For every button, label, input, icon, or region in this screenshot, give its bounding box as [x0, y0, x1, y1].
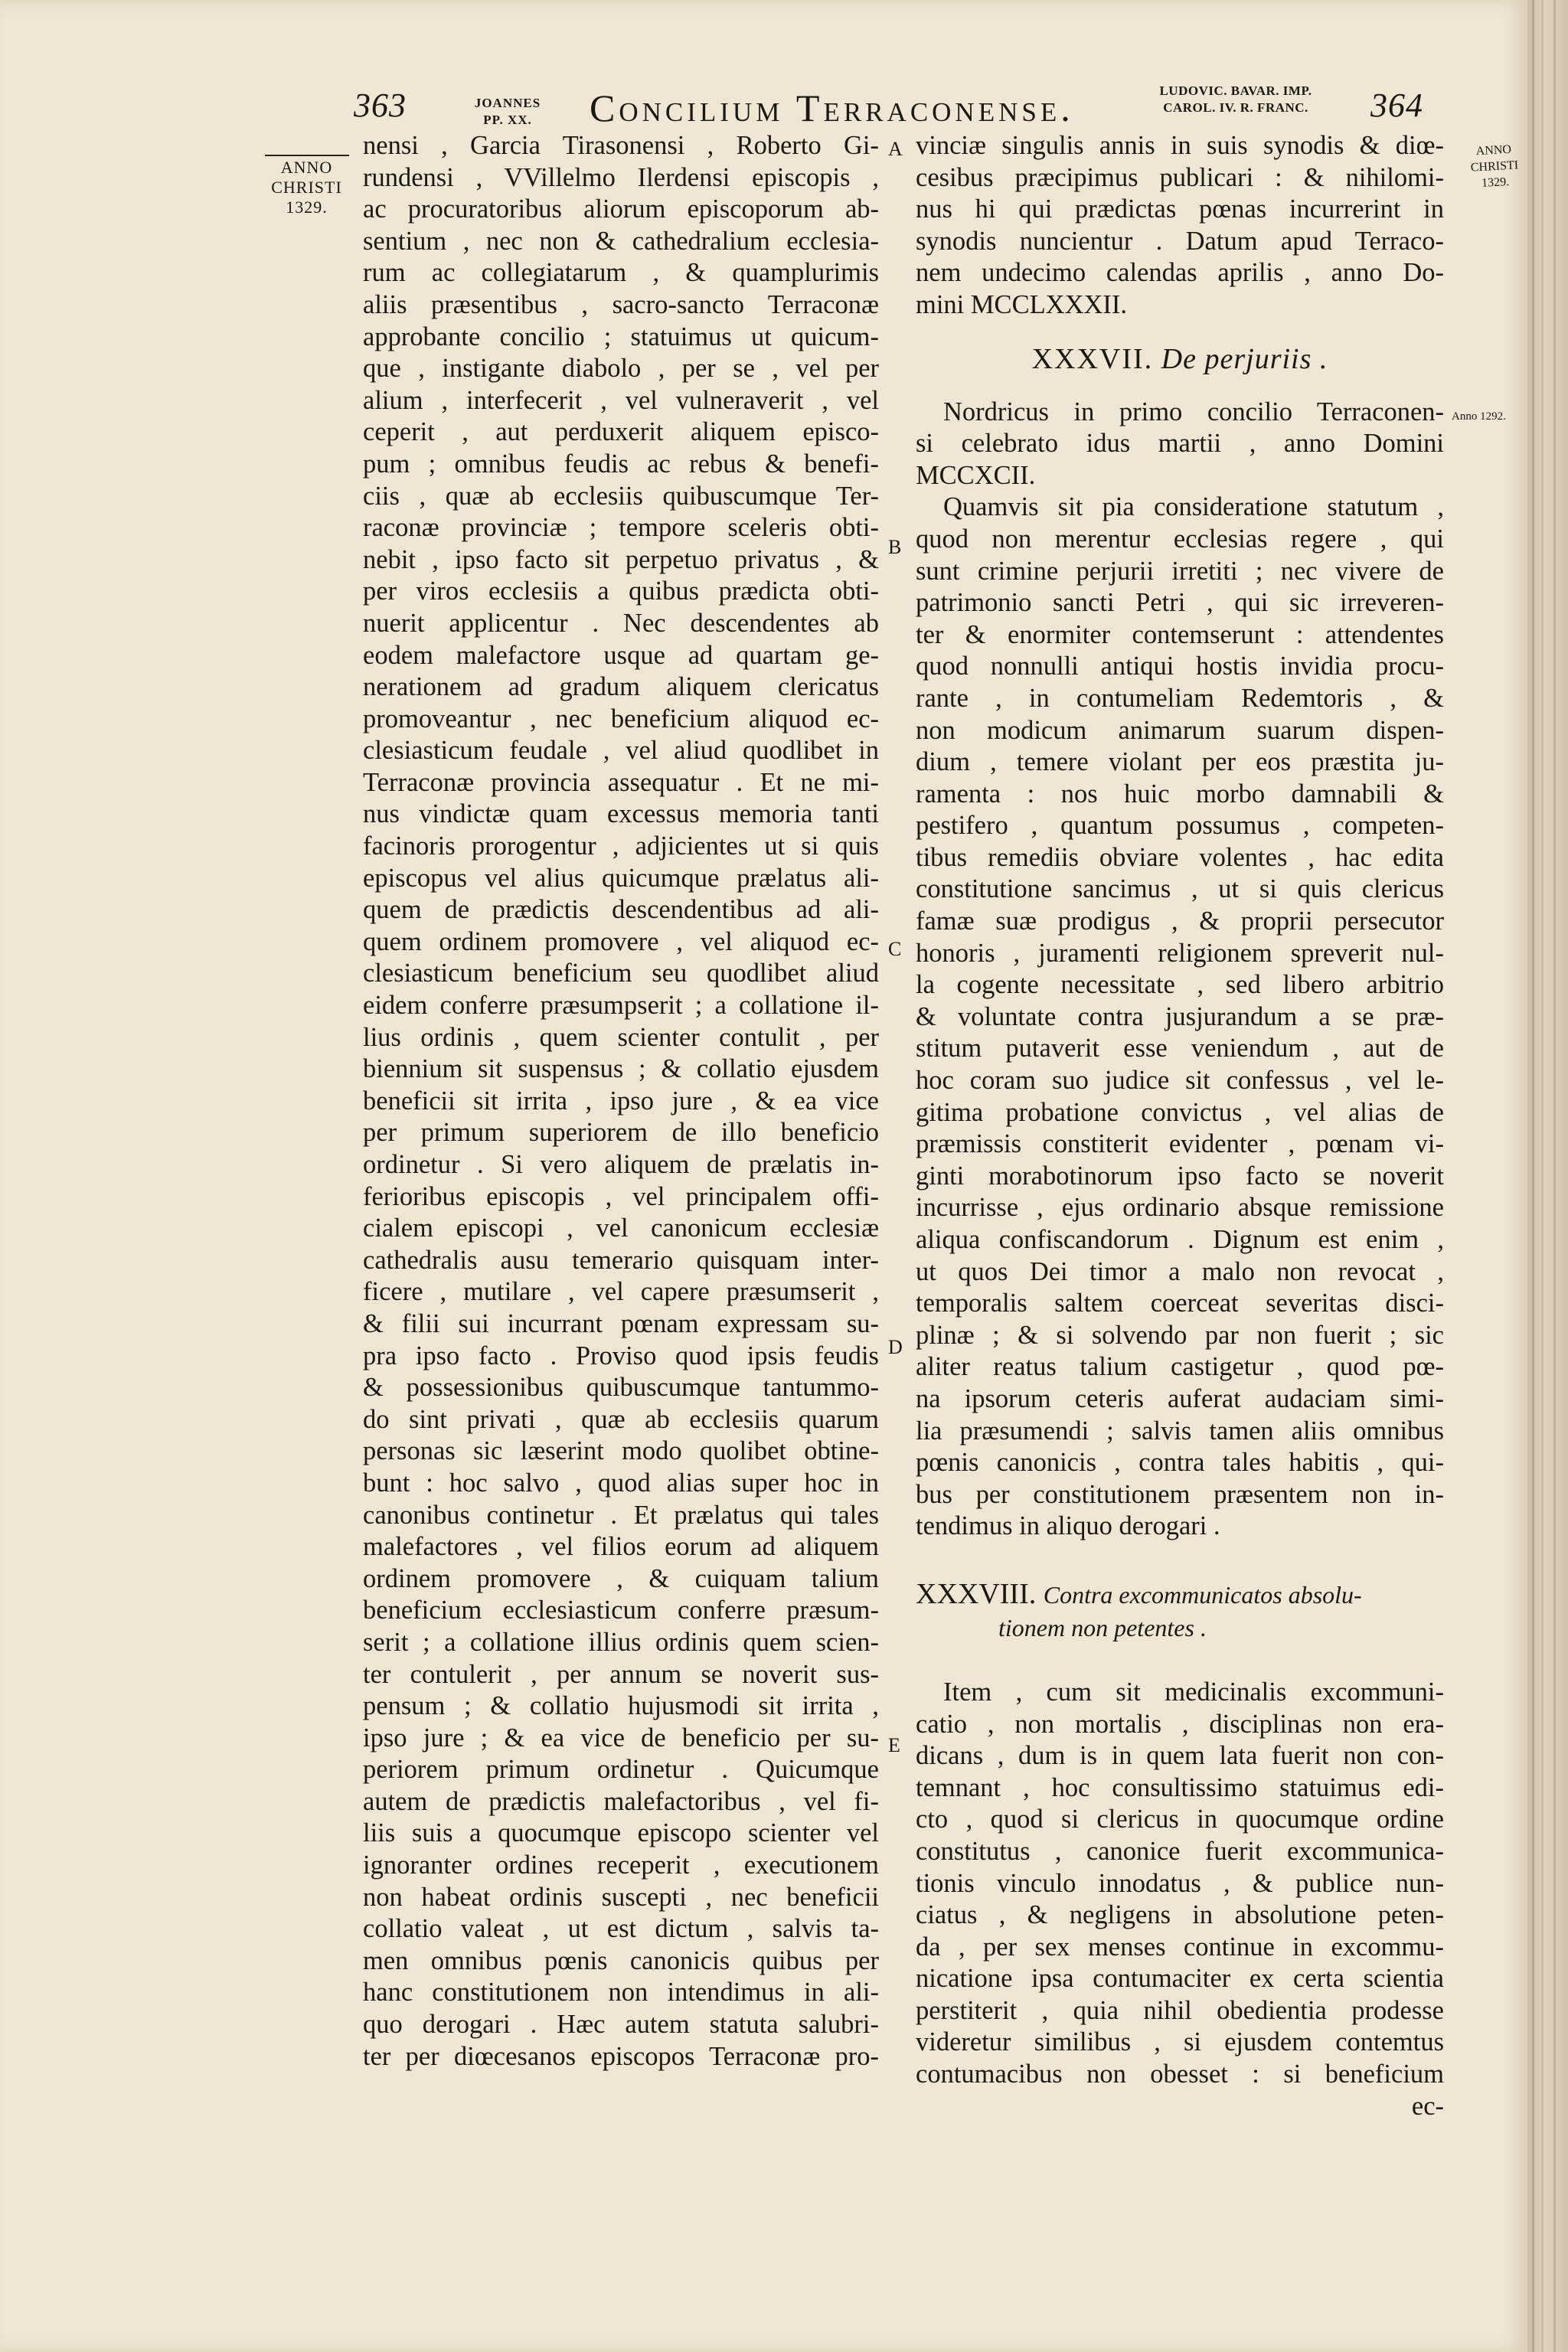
text-line: synodis nuncientur . Datum apud Terraco-: [916, 226, 1444, 256]
text-line: rundensi , VVillelmo Ilerdensi episcopis ,: [363, 162, 879, 192]
margin-note-line: CHRISTI: [1470, 158, 1519, 175]
text-line: dicans , dum is in quem lata fuerit non con-: [916, 1741, 1444, 1771]
text-line: & filii sui incurrant pœnam expressam su-: [363, 1308, 879, 1338]
page-edge: [1527, 0, 1568, 2352]
text-line: lius ordinis , quem scienter contulit , per: [363, 1022, 879, 1052]
text-line: ferioribus episcopis , vel principalem offi-: [363, 1181, 879, 1211]
text-line: plinæ ; & si solvendo par non fuerit ; sic: [916, 1320, 1444, 1350]
text-line: nerationem ad gradum aliquem clericatus: [363, 672, 879, 702]
margin-note-line: 1329.: [286, 198, 328, 217]
text-line: & voluntate contra jusjurandum a se præ-: [916, 1001, 1444, 1031]
section-letter-c: C: [888, 938, 902, 960]
text-line: ceperit , aut perduxerit aliquem episco-: [363, 417, 879, 447]
text-line: liis suis a quocumque episcopo scienter vel: [363, 1818, 879, 1848]
text-line: ut quos Dei timor a malo non revocat ,: [916, 1256, 1444, 1286]
text-line: da , per sex menses continue in excommu-: [916, 1932, 1444, 1962]
section-letter-b: B: [888, 536, 902, 558]
text-line: quod non merentur ecclesias regere , qui: [916, 524, 1444, 554]
margin-note-1292: Anno 1292.: [1452, 410, 1506, 423]
text-line: na ipsorum ceteris auferat audaciam simi-: [916, 1383, 1444, 1413]
section-title: De perjuriis .: [1161, 342, 1328, 375]
running-title: Concilium Terraconense.: [590, 87, 1074, 129]
text-line: temporalis saltem coerceat severitas disci-: [916, 1289, 1444, 1318]
text-line: ac procuratoribus aliorum episcoporum ab-: [363, 194, 879, 224]
text-line: Terraconæ provincia assequatur . Et ne mi-: [363, 767, 879, 797]
text-line: mini MCCLXXXII.: [916, 289, 1127, 319]
section-letter-d: D: [888, 1336, 903, 1358]
margin-note-line: 1329.: [1481, 175, 1510, 190]
text-line: cathedralis ausu temerario quisquam inter-: [363, 1245, 879, 1275]
text-line: nicatione ipsa contumaciter ex certa scientia: [916, 1964, 1444, 1994]
text-line: quo derogari . Hæc autem statuta salubri-: [363, 2010, 879, 2040]
text-line: tibus remediis obviare volentes , hac edita: [916, 842, 1444, 872]
text-line: ordinetur . Si vero aliquem de prælatis in-: [363, 1150, 879, 1179]
intro-line: MCCXCII.: [916, 460, 1036, 490]
text-line: contumacibus non obesset : si beneficium: [916, 2060, 1444, 2089]
catchword: ec-: [1411, 2091, 1444, 2121]
running-head-right-line: CAROL. IV. R. FRANC.: [1163, 100, 1308, 115]
text-line: do sint privati , quæ ab ecclesiis quarum: [363, 1404, 879, 1434]
text-line: & possessionibus quibuscumque tantummo-: [363, 1373, 879, 1403]
text-line: nem undecimo calendas aprilis , anno Do-: [916, 258, 1444, 288]
text-line: famæ suæ prodigus , & proprii persecutor: [916, 906, 1444, 936]
text-line: Item , cum sit medicinalis excommuni-: [943, 1677, 1444, 1707]
text-line: ramenta : nos huic morbo damnabili &: [916, 779, 1444, 808]
text-line: hoc coram suo judice sit confessus , vel le-: [916, 1066, 1444, 1096]
text-line: constitutione sancimus , ut si quis clericus: [916, 874, 1444, 904]
text-line: la cogente necessitate , sed libero arbitrio: [916, 970, 1444, 1000]
text-line: collatio valeat , ut est dictum , salvis ta-: [363, 1914, 879, 1944]
text-line: præmissis constiterit evidenter , pœnam vi-: [916, 1129, 1444, 1159]
text-line: pestifero , quantum possumus , competen-: [916, 811, 1444, 841]
text-line: pra ipso facto . Proviso quod ipsis feudis: [363, 1341, 879, 1370]
text-line: incurrisse , ejus ordinario absque remissione: [916, 1193, 1444, 1223]
text-line: ipso jure ; & ea vice de beneficio per su-: [363, 1723, 879, 1753]
text-line: cesibus præcipimus publicari : & nihilomi-: [916, 162, 1444, 192]
text-line: aliqua confiscandorum . Dignum est enim ,: [916, 1225, 1444, 1254]
text-line: serit ; a collatione illius ordinis quem scien-: [363, 1627, 879, 1657]
text-line: aliis præsentibus , sacro-sancto Terraconæ: [363, 289, 879, 319]
text-line: clesiasticum feudale , vel aliud quodlibet in: [363, 736, 879, 766]
text-line: bunt : hoc salvo , quod alias super hoc in: [363, 1468, 879, 1498]
margin-note-line: ANNO: [280, 158, 333, 177]
text-line: aliter reatus talium castigetur , quod pœ-: [916, 1352, 1444, 1382]
margin-note-year: [259, 155, 354, 217]
text-line: malefactores , vel filios eorum ad aliquem: [363, 1532, 879, 1562]
text-line: periorem primum ordinetur . Quicumque: [363, 1755, 879, 1785]
section-title-continued: tionem non petentes .: [998, 1613, 1207, 1642]
text-line: eidem conferre præsumpserit ; a collatione il-: [363, 991, 879, 1021]
text-line: pum ; omnibus feudis ac rebus & benefi-: [363, 449, 879, 479]
margin-note-year-right: [1458, 141, 1530, 193]
text-line: dium , temere violant per eos præstita ju-: [916, 747, 1444, 777]
text-line: catio , non mortalis , disciplinas non era-: [916, 1709, 1444, 1739]
text-line: beneficium ecclesiasticum conferre præsum-: [363, 1596, 879, 1625]
text-line: beneficii sit irrita , ipso jure , & ea vice: [363, 1086, 879, 1116]
margin-note-line: ANNO: [1475, 142, 1512, 158]
text-line: nus hi qui prædictas pœnas incurrerint in: [916, 194, 1444, 224]
text-line: nensi , Garcia Tirasonensi , Roberto Gi-: [363, 131, 879, 160]
text-line: videretur similibus , si ejusdem contemtus: [916, 2027, 1444, 2057]
text-line: hanc constitutionem non intendimus in ali-: [363, 1978, 879, 2007]
text-line: men omnibus pœnis canonicis quibus per: [363, 1945, 879, 1975]
right-column: [916, 130, 1444, 2122]
text-line: autem de prædictis malefactoribus , vel fi-: [363, 1786, 879, 1816]
text-line: constitutus , canonice fuerit excommunica-: [916, 1836, 1444, 1866]
text-line: non modicum animarum suarum dispen-: [916, 715, 1444, 745]
text-line: per viros ecclesiis a quibus prædicta obti-: [363, 577, 879, 606]
running-head-right: [1136, 83, 1335, 116]
text-line: quod nonnulli antiqui hostis invidia procu-: [916, 652, 1444, 681]
section-heading-xxxvii: [916, 341, 1444, 377]
text-line: gitima probatione convictus , vel alias de: [916, 1097, 1444, 1127]
left-column: [363, 130, 879, 2073]
section-number: XXXVIII.: [916, 1577, 1037, 1610]
text-line: tionis vinculo innodatus , & publice nun-: [916, 1868, 1444, 1898]
text-line: personas sic læserint modo quolibet obtine-: [363, 1436, 879, 1466]
text-line: honoris , juramenti religionem spreverit nul-: [916, 938, 1444, 968]
text-line: ciatus , & negligens in absolutione peten-: [916, 1900, 1444, 1930]
text-line: nebit , ipso facto sit perpetuo privatus , &: [363, 544, 879, 574]
text-line: sentium , nec non & cathedralium ecclesia-: [363, 226, 879, 256]
page-number-left: 363: [354, 87, 407, 124]
text-line: vinciæ singulis annis in suis synodis & diœ-: [916, 131, 1444, 160]
running-head-left: [458, 95, 557, 129]
text-line: quem de prædictis descendentibus ad ali-: [363, 895, 879, 925]
running-head-right-line: LUDOVIC. BAVAR. IMP.: [1159, 83, 1312, 98]
text-line: nuerit applicentur . Nec descendentes ab: [363, 608, 879, 638]
running-head-left-line: JOANNES: [474, 96, 541, 110]
text-line: clesiasticum beneficium seu quodlibet aliud: [363, 959, 879, 988]
text-line: nus vindictæ quam excessus memoria tanti: [363, 799, 879, 829]
page-number-right: 364: [1370, 87, 1423, 124]
text-line: pensum ; & collatio hujusmodi sit irrita ,: [363, 1691, 879, 1721]
running-head-left-line: PP. XX.: [483, 113, 532, 127]
text-line: patrimonio sancti Petri , qui sic irreveren-: [916, 588, 1444, 618]
margin-rule: [265, 155, 349, 156]
text-line: facinoris prorogentur , adjicientes ut si quis: [363, 831, 879, 861]
text-line: cto , quod si clericus in quocumque ordine: [916, 1805, 1444, 1834]
text-line: ginti morabotinorum ipso facto se noverit: [916, 1161, 1444, 1191]
text-line: non habeat ordinis suscepti , nec beneficii: [363, 1882, 879, 1912]
text-line: ter contulerit , per annum se noverit sus-: [363, 1659, 879, 1689]
text-line: approbante concilio ; statuimus ut quicum-: [363, 322, 879, 351]
text-line: sunt crimine perjurii irretiti ; nec vivere de: [916, 556, 1444, 586]
margin-note-line: CHRISTI: [271, 178, 342, 197]
intro-line: Nordricus in primo concilio Terraconen-: [943, 397, 1444, 426]
text-line: cialem episcopi , vel canonicum ecclesiæ: [363, 1214, 879, 1243]
text-line: Quamvis sit pia consideratione statutum ,: [943, 492, 1444, 522]
section-title: Contra excommunicatos absolu-: [1043, 1580, 1362, 1609]
section-letter-a: A: [888, 138, 903, 160]
text-line: per primum superiorem de illo beneficio: [363, 1118, 879, 1148]
text-line: temnant , hoc consultissimo statuimus edi-: [916, 1772, 1444, 1802]
section-letter-e: E: [888, 1734, 900, 1756]
text-line: ficere , mutilare , vel capere præsumserit ,: [363, 1277, 879, 1307]
text-line: ordinem promovere , & cuiquam talium: [363, 1563, 879, 1593]
section-number: XXXVII.: [1031, 342, 1154, 375]
text-line: lia præsumendi ; salvis tamen aliis omnibus: [916, 1416, 1444, 1446]
text-line: bus per constitutionem præsentem non in-: [916, 1479, 1444, 1509]
text-line: que , instigante diabolo , per se , vel per: [363, 354, 879, 384]
text-line: episcopus vel alius quicumque prælatus ali-: [363, 863, 879, 893]
text-line: ter & enormiter contemserunt : attendentes: [916, 619, 1444, 649]
text-line: ignoranter ordines receperit , executionem: [363, 1851, 879, 1880]
text-line: alium , interfecerit , vel vulneraverit , vel: [363, 385, 879, 415]
text-line: quem ordinem promovere , vel aliquod ec-: [363, 926, 879, 956]
text-line: rum ac collegiatarum , & quamplurimis: [363, 258, 879, 288]
text-line: tendimus in aliquo derogari .: [916, 1511, 1220, 1541]
intro-line: si celebrato idus martii , anno Domini: [916, 429, 1444, 459]
text-line: eodem malefactore usque ad quartam ge-: [363, 640, 879, 670]
text-line: stitum putaverit esse veniendum , aut de: [916, 1034, 1444, 1063]
text-line: pœnis canonicis , contra tales habitis , qui-: [916, 1448, 1444, 1478]
text-line: biennium sit suspensus ; & collatio ejusdem: [363, 1054, 879, 1084]
text-line: promoveantur , nec beneficium aliquod ec-: [363, 704, 879, 733]
text-line: canonibus continetur . Et prælatus qui tales: [363, 1500, 879, 1530]
text-line: raconæ provinciæ ; tempore sceleris obti-: [363, 513, 879, 543]
text-line: ciis , quæ ab ecclesiis quibuscumque Ter-: [363, 481, 879, 511]
text-line: rante , in contumeliam Redemtoris , &: [916, 683, 1444, 713]
text-line: ter per diœcesanos episcopos Terraconæ pro-: [363, 2041, 879, 2071]
section-heading-xxxviii: [916, 1576, 1444, 1612]
text-line: perstiterit , quia nihil obedientia prodesse: [916, 1995, 1444, 2025]
